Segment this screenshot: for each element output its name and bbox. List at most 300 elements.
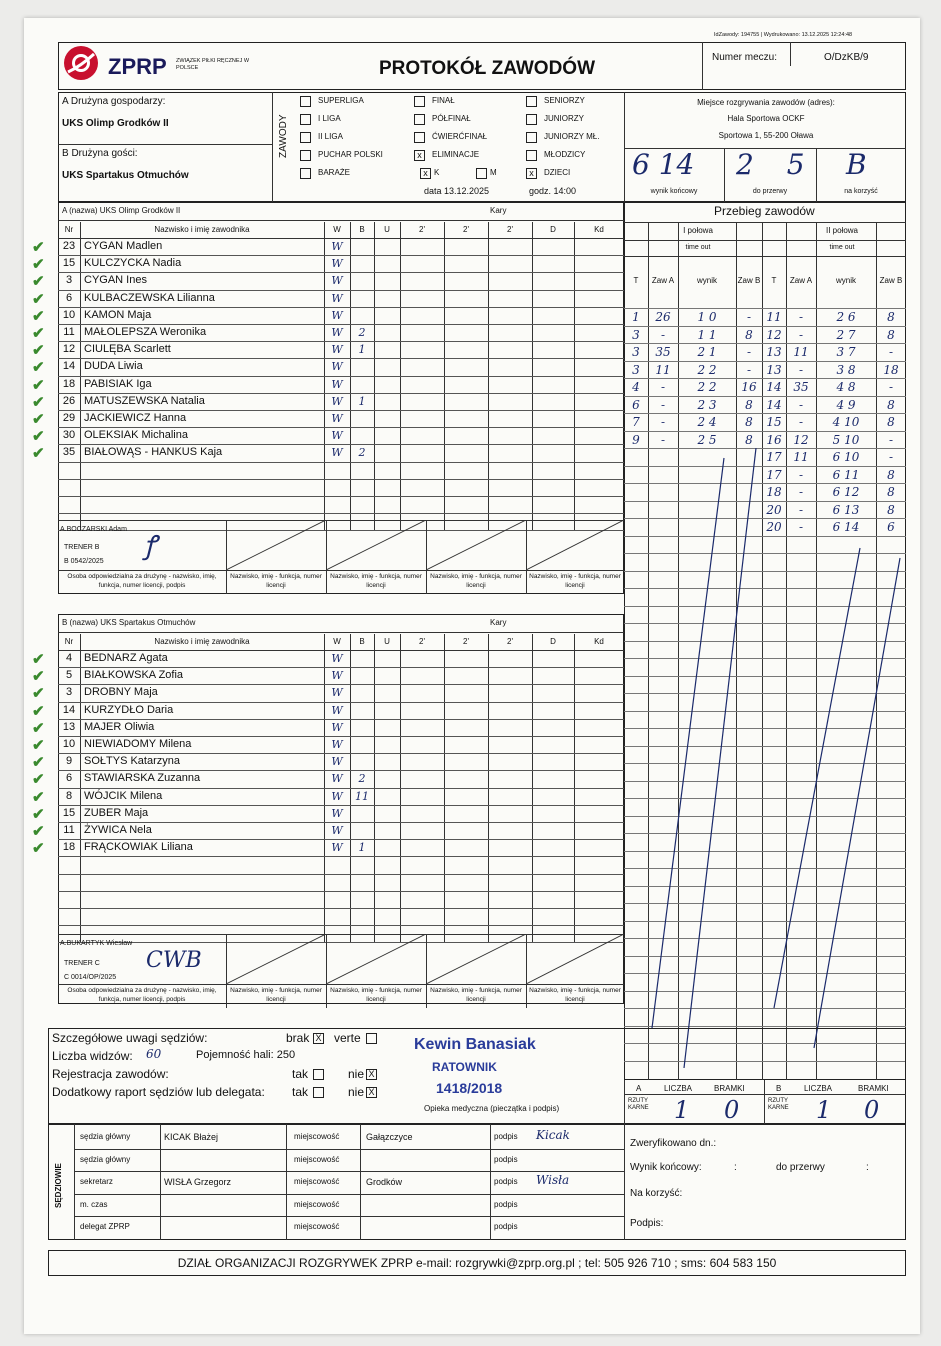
k-label: K [434, 168, 440, 177]
stamp-name: Kewin Banasiak [414, 1036, 536, 1053]
h2-t: 11 [766, 310, 782, 324]
rep-tak-label: tak [292, 1085, 309, 1099]
team_a-col-0: Nr [64, 225, 74, 234]
team_a-col-7: 2' [507, 225, 513, 234]
h1-a: 35 [655, 345, 671, 359]
h1-a: 26 [655, 310, 671, 324]
team_b-player-name: MAJER Oliwia [84, 720, 155, 733]
col3-checkbox-0[interactable] [526, 96, 537, 107]
official-person-label: Nazwisko, imię - funkcja, numer licencji [430, 987, 522, 1003]
h1-score: 2 1 [697, 345, 717, 359]
team-b-kary: Kary [490, 618, 507, 627]
team_b-w: W [331, 703, 343, 717]
coach-a-signature: ꝭ [144, 531, 157, 561]
spectators-label: Liczba widzów: [52, 1049, 133, 1063]
team_a-nr: 15 [62, 257, 76, 270]
team_b-w: W [331, 806, 343, 820]
ref-role: sędzia główny [80, 1132, 131, 1141]
h1-score: 2 2 [697, 362, 717, 377]
h2-b: 8 [887, 327, 895, 342]
team_a-col-9: Kd [594, 225, 604, 234]
pen-b-label: B [776, 1084, 782, 1093]
team_b-player-name: ZUBER Maja [84, 806, 149, 819]
team_a-player-name: MATUSZEWSKA Natalia [84, 394, 205, 407]
progress-col-5: Zaw A [789, 276, 813, 285]
col3-label-2: JUNIORZY MŁ. [544, 132, 600, 141]
ref-role: m. czas [80, 1199, 108, 1209]
team_a-check-icon: ✔ [32, 273, 45, 291]
progress-col-7: Zaw B [879, 276, 903, 285]
col2-label-0: FINAŁ [432, 96, 455, 105]
h2-a: - [798, 467, 804, 482]
team_b-check-icon: ✔ [32, 840, 45, 858]
ref-place-label: miejscowość [294, 1222, 340, 1231]
progress-col-4: T [771, 276, 777, 285]
team_b-nr: 14 [62, 703, 76, 716]
away-label: B Drużyna gości: [62, 148, 138, 159]
h2-a: - [798, 485, 804, 499]
h1-b: 16 [741, 380, 757, 394]
team_a-nr: 12 [62, 343, 76, 356]
team_b-col-7: 2' [507, 637, 513, 646]
team_a-w: W [331, 257, 343, 271]
team_b-nr: 4 [65, 652, 73, 664]
team_a-check-icon: ✔ [32, 342, 45, 360]
team_b-check-icon: ✔ [32, 823, 45, 840]
protocol-sheet [24, 18, 920, 1334]
h2-t: 14 [766, 380, 782, 394]
team_a-nr: 10 [62, 308, 76, 321]
col3-label-4: DZIECI [544, 168, 571, 177]
team_a-w: W [331, 377, 343, 391]
h1-b: 8 [745, 397, 753, 412]
col3-checkbox-4[interactable]: x [526, 168, 537, 179]
h1-score: 1 0 [697, 310, 717, 324]
col3-checkbox-3[interactable] [526, 150, 537, 161]
coach-b-signature: CWB [146, 948, 202, 973]
col1-label-4: BARAŻE [318, 168, 351, 177]
progress-col-2: wynik [696, 276, 717, 285]
team_b-nr: 6 [65, 772, 73, 785]
col2-checkbox-2[interactable] [414, 132, 425, 143]
m-checkbox[interactable] [476, 168, 487, 179]
team_a-check-icon: ✔ [32, 307, 45, 325]
zprp-logo-icon [64, 46, 98, 80]
team_a-check-icon: ✔ [32, 359, 45, 377]
h1-t: 3 [632, 345, 640, 359]
col1-label-1: I LIGA [318, 114, 341, 123]
match-no-label: Numer meczu: [712, 52, 778, 63]
h2-score: 4 8 [836, 380, 856, 394]
h2-b: 18 [883, 362, 899, 377]
team_a-nr: 23 [62, 240, 76, 252]
rep-tak-checkbox[interactable] [313, 1087, 324, 1098]
timeout-2: time out [829, 244, 855, 251]
team_b-player-name: BIAŁKOWSKA Zofia [84, 669, 184, 682]
h2-b: 6 [887, 520, 895, 534]
team_a-nr: 35 [62, 446, 76, 459]
h2-score: 6 11 [832, 467, 860, 482]
venue-label: Miejsce rozgrywania zawodów (adres): [697, 98, 835, 107]
team_a-col-6: 2' [463, 225, 469, 234]
team_b-nr: 15 [62, 806, 76, 819]
official-person-label: Nazwisko, imię - funkcja, numer licencji [529, 987, 621, 1003]
h2-t: 17 [766, 467, 782, 482]
team_a-w: W [331, 326, 343, 339]
referees-label: SĘDZIOWIE [54, 1163, 63, 1208]
h2-t: 15 [766, 415, 782, 429]
h2-b: 8 [887, 415, 895, 429]
team_a-nr: 29 [62, 412, 76, 424]
ref-role: delegat ZPRP [80, 1222, 130, 1231]
h2-b: - [888, 432, 894, 447]
h1-b: - [746, 345, 752, 359]
ref-sign-label: podpis [494, 1154, 518, 1164]
team_a-b: 1 [358, 394, 366, 408]
official-person-label: Nazwisko, imię - funkcja, numer licencji [330, 573, 422, 589]
h2-a: - [798, 415, 804, 429]
match-time: godz. 14:00 [529, 186, 577, 196]
ref-place-label: miejscowość [294, 1177, 340, 1186]
progress-col-0: T [633, 276, 639, 285]
col3-label-0: SENIORZY [544, 96, 585, 105]
team_b-player-name: BEDNARZ Agata [84, 652, 168, 664]
progress-title: Przebieg zawodów [714, 204, 815, 218]
away-team: UKS Spartakus Otmuchów [62, 170, 189, 181]
team_b-check-icon: ✔ [32, 719, 45, 737]
ref-role: sędzia główny [80, 1154, 131, 1164]
col3-checkbox-2[interactable] [526, 132, 537, 143]
coach-b-name: A.BUKARTYK Wiesław [60, 940, 133, 947]
team_a-player-name: CYGAN Madlen [84, 240, 163, 252]
col1-checkbox-4[interactable] [300, 168, 311, 179]
team_a-player-name: JACKIEWICZ Hanna [84, 412, 187, 424]
h2-a: 12 [793, 432, 809, 447]
col1-checkbox-3[interactable] [300, 150, 311, 161]
official-person-label: Nazwisko, imię - funkcja, numer licencji [529, 573, 621, 589]
progress-col-1: Zaw A [651, 276, 675, 285]
ref-sign-label: podpis [494, 1177, 518, 1186]
col1-label-3: PUCHAR POLSKI [318, 150, 383, 159]
progress-col-3: Zaw B [737, 276, 761, 285]
team_b-nr: 8 [65, 789, 73, 802]
h2-score: 6 14 [832, 520, 860, 534]
h1-b: 8 [745, 327, 753, 342]
h2-t: 13 [766, 345, 782, 359]
team_a-w: W [331, 360, 343, 374]
team_a-player-name: OLEKSIAK Michalina [84, 429, 188, 442]
team_b-col-2: W [333, 637, 341, 646]
pen-b-bramki-label: BRAMKI [858, 1084, 889, 1093]
pen-b-goals: 0 [864, 1096, 880, 1124]
team_b-col-5: 2' [419, 637, 425, 646]
team_b-check-icon: ✔ [32, 788, 45, 806]
h2-b: - [888, 345, 894, 359]
team_a-w: W [331, 240, 343, 253]
ref-signature: Wisła [536, 1173, 570, 1187]
team_b-player-name: DROBNY Maja [84, 686, 158, 699]
team_b-nr: 18 [62, 841, 76, 854]
h1-b: - [746, 362, 752, 377]
col2-checkbox-1[interactable] [414, 114, 425, 125]
team_b-w: W [331, 652, 343, 665]
ref-place: Gałązczyce [366, 1132, 413, 1142]
team_a-check-icon: ✔ [32, 256, 45, 274]
team_b-col-8: D [550, 637, 556, 646]
team_a-w: W [331, 291, 343, 305]
team_a-col-3: B [359, 225, 365, 234]
ref-sign-label: podpis [494, 1132, 518, 1141]
venue-line1: Hala Sportowa OCKF [727, 114, 805, 123]
team_a-check-icon: ✔ [32, 376, 45, 394]
team_b-nr: 5 [65, 669, 73, 682]
team_b-player-name: FRĄCKOWIAK Liliana [84, 841, 193, 854]
reg-tak-checkbox[interactable] [313, 1069, 324, 1080]
spectators-hw: 60 [146, 1047, 162, 1061]
team_b-w: W [331, 789, 343, 803]
team_b-check-icon: ✔ [32, 737, 45, 754]
zawody-label: ZAWODY [278, 114, 289, 158]
stamp-number: 1418/2018 [436, 1080, 503, 1096]
h2-a: - [798, 397, 804, 412]
team_b-player-name: ŻYWICA Nela [84, 824, 152, 836]
team_a-w: W [331, 394, 343, 408]
col1-label-2: II LIGA [318, 132, 343, 141]
team_a-player-name: DUDA Liwia [84, 360, 143, 373]
team-a-title: A (nazwa) UKS Olimp Grodków II [62, 206, 181, 215]
col1-checkbox-1[interactable] [300, 114, 311, 125]
h2-score: 6 10 [832, 450, 860, 464]
h2-t: 20 [766, 520, 782, 534]
h2-a: - [798, 310, 804, 324]
team_a-nr: 26 [62, 394, 76, 407]
h1-a: - [660, 327, 666, 342]
team_b-check-icon: ✔ [32, 702, 45, 720]
m-label: M [490, 168, 497, 177]
winner-hw: B [846, 148, 867, 181]
col2-label-2: ĆWIERĆFINAŁ [432, 132, 488, 141]
half-score-label: do przerwy [776, 1162, 825, 1173]
team_a-nr: 6 [65, 291, 73, 304]
ref-place-label: miejscowość [294, 1154, 340, 1164]
team_a-player-name: KULBACZEWSKA Lilianna [84, 291, 215, 304]
final-score-hw: 6 14 [632, 148, 695, 181]
official-person-label: Nazwisko, imię - funkcja, numer licencji [230, 573, 322, 589]
h2-score: 2 7 [836, 327, 856, 342]
h2-score: 6 13 [832, 502, 860, 517]
footer-contact: DZIAŁ ORGANIZACJI ROZGRYWEK ZPRP e-mail: rozgrywki@zprp.org.pl ; tel: 505 926 710 ; sms: 604 583 150 [177, 1256, 777, 1270]
pen-a-label: A [636, 1084, 642, 1093]
col1-checkbox-0[interactable] [300, 96, 311, 107]
half-label: do przerwy [752, 188, 788, 195]
team_a-b: 1 [358, 343, 366, 357]
strike-lines [624, 448, 906, 1068]
col3-checkbox-1[interactable] [526, 114, 537, 125]
team_a-player-name: KAMON Maja [84, 308, 152, 321]
progress-col-6: wynik [835, 276, 856, 285]
remarks-label: Szczegółowe uwagi sędziów: [52, 1031, 208, 1045]
half-score-hw: 2 5 [736, 148, 817, 181]
h2-a: - [798, 362, 804, 377]
half2-label: II połowa [825, 226, 859, 235]
half-score-colon: : [866, 1162, 869, 1173]
team_b-col-4: U [384, 637, 390, 646]
team_b-col-9: Kd [594, 637, 604, 646]
official-resp-label: Osoba odpowiedzialna za drużynę - nazwisko, imię, funkcja, numer licencji, podpis [67, 573, 217, 589]
team_b-nr: 11 [63, 824, 75, 836]
team_b-check-icon: ✔ [32, 754, 45, 772]
team_a-check-icon: ✔ [32, 393, 45, 411]
print-meta: IdZawody: 194755 | Wydrukowano: 13.12.2025 12:24:48 [714, 32, 853, 38]
team_b-player-name: NIEWIADOMY Milena [84, 738, 192, 750]
team_a-check-icon: ✔ [32, 325, 45, 342]
h2-score: 4 10 [832, 415, 860, 429]
h2-b: 8 [887, 397, 895, 412]
h1-t: 6 [632, 397, 640, 412]
verte-checkbox[interactable] [366, 1033, 377, 1044]
h1-a: 11 [655, 362, 671, 377]
team_a-nr: 3 [65, 274, 73, 287]
official-person-label: Nazwisko, imię - funkcja, numer licencji [230, 987, 322, 1003]
h2-a: - [798, 520, 804, 534]
ref-sign-label: podpis [494, 1222, 518, 1231]
col1-checkbox-2[interactable] [300, 132, 311, 143]
team_b-player-name: WÓJCIK Milena [84, 789, 163, 802]
team_b-w: W [331, 686, 343, 700]
team_a-nr: 14 [62, 360, 76, 373]
winner-label: na korzyść [844, 188, 878, 195]
col2-label-3: ELIMINACJE [432, 150, 480, 159]
venue-line2: Sportowa 1, 55-200 Oława [718, 131, 814, 140]
ref-place-label: miejscowość [294, 1132, 340, 1141]
team_b-check-icon: ✔ [32, 685, 45, 703]
team_a-w: W [331, 446, 343, 460]
team_a-player-name: CYGAN Ines [84, 274, 147, 287]
h2-a: 35 [793, 380, 809, 394]
h2-t: 20 [766, 502, 782, 517]
h1-score: 1 1 [697, 327, 717, 342]
h2-a: - [798, 502, 804, 517]
pen-b-liczba-label: LICZBA [804, 1084, 833, 1093]
col2-checkbox-0[interactable] [414, 96, 425, 107]
capacity: Pojemność hali: 250 [196, 1049, 296, 1061]
team_b-player-name: STAWIARSKA Zuzanna [84, 772, 201, 785]
team_a-player-name: PABISIAK Iga [84, 377, 152, 390]
team_b-b: 11 [355, 789, 369, 803]
h2-score: 3 7 [836, 345, 856, 359]
team_a-check-icon: ✔ [32, 290, 45, 308]
h2-a: - [798, 327, 804, 342]
h2-b: - [888, 380, 894, 394]
team_b-nr: 13 [62, 720, 76, 733]
h1-score: 2 3 [697, 397, 717, 412]
pen-b-rzuty: RZUTY KARNE [768, 1098, 789, 1111]
brak-checkbox[interactable]: X [313, 1033, 324, 1044]
final-score-label: Wynik końcowy: [630, 1162, 702, 1173]
team_a-player-name: CIULĘBA Scarlett [84, 343, 171, 356]
final-score-colon: : [734, 1162, 737, 1173]
team_a-w: W [331, 412, 343, 425]
k-checkbox[interactable]: x [420, 168, 431, 179]
coach-a-licence: B 0542/2025 [64, 558, 104, 565]
team_b-col-0: Nr [64, 637, 74, 646]
team_a-player-name: KULCZYCKA Nadia [84, 257, 182, 270]
team_b-w: W [331, 755, 343, 769]
pen-a-rzuty: RZUTY KARNE [628, 1098, 649, 1111]
h2-t: 13 [766, 362, 782, 377]
h2-t: 14 [766, 397, 782, 412]
team_a-w: W [331, 308, 343, 322]
rep-nie-label: nie [348, 1085, 365, 1099]
h1-b: 8 [745, 415, 753, 429]
team-b-title: B (nazwa) UKS Spartakus Otmuchów [62, 618, 196, 627]
verified-label: Zweryfikowano dn.: [630, 1138, 717, 1149]
team_a-player-name: BIAŁOWĄS - HANKUS Kaja [84, 446, 223, 459]
h2-b: 8 [887, 502, 895, 517]
team_a-col-4: U [384, 225, 390, 234]
home-label: A Drużyna gospodarzy: [62, 96, 166, 107]
official-person-label: Nazwisko, imię - funkcja, numer licencji [430, 573, 522, 589]
h1-b: - [746, 310, 752, 324]
team_a-nr: 11 [63, 326, 75, 338]
team_a-w: W [331, 429, 343, 443]
pen-a-count: 1 [674, 1096, 690, 1124]
pen-b-count: 1 [816, 1096, 832, 1124]
h2-b: - [888, 450, 894, 464]
col2-label-1: PÓŁFINAŁ [432, 114, 471, 123]
home-team: UKS Olimp Grodków II [62, 118, 169, 129]
coach-a-name: A.BOCZARSKI Adam [60, 526, 127, 533]
h2-score: 6 12 [832, 485, 860, 499]
h2-score: 2 6 [836, 310, 856, 324]
h2-b: 8 [887, 310, 895, 324]
h2-score: 3 8 [836, 362, 856, 377]
rep-nie-checkbox[interactable]: X [366, 1087, 377, 1098]
reg-nie-checkbox[interactable]: X [366, 1069, 377, 1080]
team_a-check-icon: ✔ [32, 411, 45, 428]
team_b-player-name: SOŁTYS Katarzyna [84, 755, 180, 768]
team_a-w: W [331, 274, 343, 288]
team_b-check-icon: ✔ [32, 771, 45, 789]
team_a-w: W [331, 343, 343, 357]
team_b-w: W [331, 772, 343, 786]
h2-a: 11 [793, 450, 809, 464]
team_b-player-name: KURZYDŁO Daria [84, 703, 174, 716]
team_b-w: W [331, 738, 343, 751]
team_b-check-icon: ✔ [32, 805, 45, 823]
coach-b-role: TRENER C [64, 960, 100, 967]
team_b-w: W [331, 841, 343, 855]
logo-text: ZPRP [108, 54, 167, 79]
h2-a: 11 [793, 345, 809, 359]
h2-score: 5 10 [832, 432, 860, 447]
timeout-1: time out [685, 244, 711, 251]
ref-place-label: miejscowość [294, 1199, 340, 1209]
ref-role: sekretarz [80, 1177, 113, 1186]
h1-t: 4 [632, 380, 640, 394]
verte-label: verte [334, 1031, 361, 1045]
col2-checkbox-3[interactable]: x [414, 150, 425, 161]
h2-b: 8 [887, 485, 895, 499]
team_a-nr: 18 [62, 377, 76, 390]
col3-label-3: MŁODZICY [544, 150, 586, 159]
ref-place: Grodków [366, 1177, 403, 1187]
ref-sign-label: podpis [494, 1199, 518, 1209]
ref-name: KICAK Błażej [164, 1132, 219, 1142]
team_b-nr: 3 [65, 686, 73, 699]
logo-subtitle: ZWIĄZEK PIŁKI RĘCZNEJ W POLSCE [176, 58, 250, 71]
h2-score: 4 9 [836, 397, 856, 412]
